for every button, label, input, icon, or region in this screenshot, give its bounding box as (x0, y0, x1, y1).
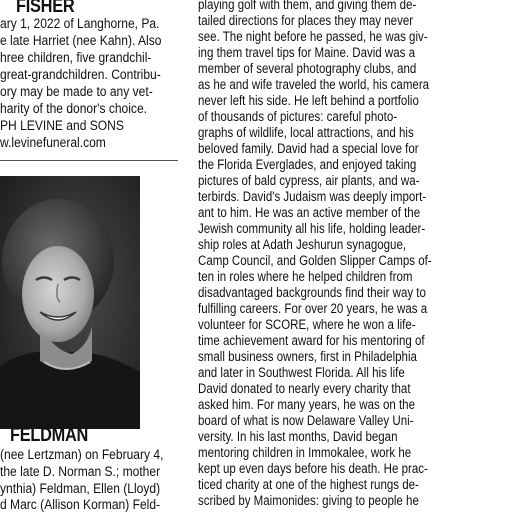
body-line: kept up even days before his death. He prac- (198, 461, 428, 476)
body-line: as he and wife traveled the world, his camera (198, 77, 430, 92)
obituary-heading-feldman: FELDMAN (10, 425, 89, 446)
feldman-line: the late D. Norman S.; mother (0, 464, 161, 479)
body-line: ticed charity at one of the highest rungs de- (198, 477, 419, 492)
fisher-line: harity of the donor's choice. (0, 101, 148, 116)
body-line: beloved family. David had a special love for (198, 141, 419, 156)
body-line: terbirds. David's Judaism was deeply import- (198, 189, 427, 204)
body-line: ing them travel tips for Maine. David was a (198, 45, 415, 60)
body-line: playing golf with them, and giving them de- (198, 0, 417, 12)
body-line: ant to him. He was an active member of the (198, 205, 421, 220)
fisher-line: e late Harriet (nee Kahn). Also (0, 33, 162, 48)
body-line: scribed by Maimonides: giving to people he (198, 493, 419, 508)
body-line: asked him. For many years, he was on the (198, 397, 415, 412)
fisher-line: hree children, five grandchil- (0, 50, 152, 65)
fisher-line: ary 1, 2022 of Langhorne, Pa. (0, 16, 160, 31)
body-line: never left his side. He left behind a portfolio (198, 93, 419, 108)
fisher-line: great-grandchildren. Contribu- (0, 67, 161, 82)
body-line: pictures of bald cypress, air plants, and wa- (198, 173, 420, 188)
portrait-image (0, 176, 140, 429)
body-line: tailed directions for places they may never (198, 13, 414, 28)
body-line: disadvantaged backgrounds find their way to (198, 285, 426, 300)
body-line: mentoring children in Immokalee, work he (198, 445, 412, 460)
fisher-line: PH LEVINE and SONS (0, 118, 124, 133)
portrait-photo (0, 176, 140, 429)
section-divider (0, 160, 178, 161)
fisher-line: ory may be made to any vet- (0, 84, 153, 99)
body-line: board of what is now Delaware Valley Uni- (198, 413, 414, 428)
body-line: volunteer for SCORE, where he won a life- (198, 317, 416, 332)
body-line: ship roles at Adath Jeshurun synagogue, (198, 237, 407, 252)
body-line: member of several photography clubs, and (198, 61, 417, 76)
body-line: David donated to nearly every charity that (198, 381, 411, 396)
body-line: fulfilling careers. For over 20 years, he was a (198, 301, 428, 316)
feldman-line: d Marc (Allison Korman) Feld- (0, 497, 161, 512)
body-line: of thousands of pictures: careful photo- (198, 109, 398, 124)
body-line: versity. In his last months, David began (198, 429, 398, 444)
fisher-line: w.levinefuneral.com (0, 135, 106, 150)
body-line: small business owners, first in Philadelphia (198, 349, 417, 364)
feldman-line: (nee Lertzman) on February 4, (0, 447, 164, 462)
body-line: the Florida Everglades, and enjoyed taking (198, 157, 417, 172)
feldman-line: ynthia) Feldman, Ellen (Lloyd) (0, 481, 161, 496)
left-column (0, 0, 182, 512)
body-line: and later in Southwest Florida. All his life (198, 365, 405, 380)
body-line: see. The night before he passed, he was giv- (198, 29, 428, 44)
body-line: ten in roles where he helped children from (198, 269, 413, 284)
body-line: graphs of wildlife, local attractions, and his (198, 125, 414, 140)
body-line: time achievement award for his mentoring of (198, 333, 425, 348)
obituary-heading-fisher: FISHER (16, 0, 75, 17)
right-column (186, 0, 512, 512)
body-line: Jewish community all his life, holding leader- (198, 221, 426, 236)
body-line: Camp Council, and Golden Slipper Camps of- (198, 253, 432, 268)
